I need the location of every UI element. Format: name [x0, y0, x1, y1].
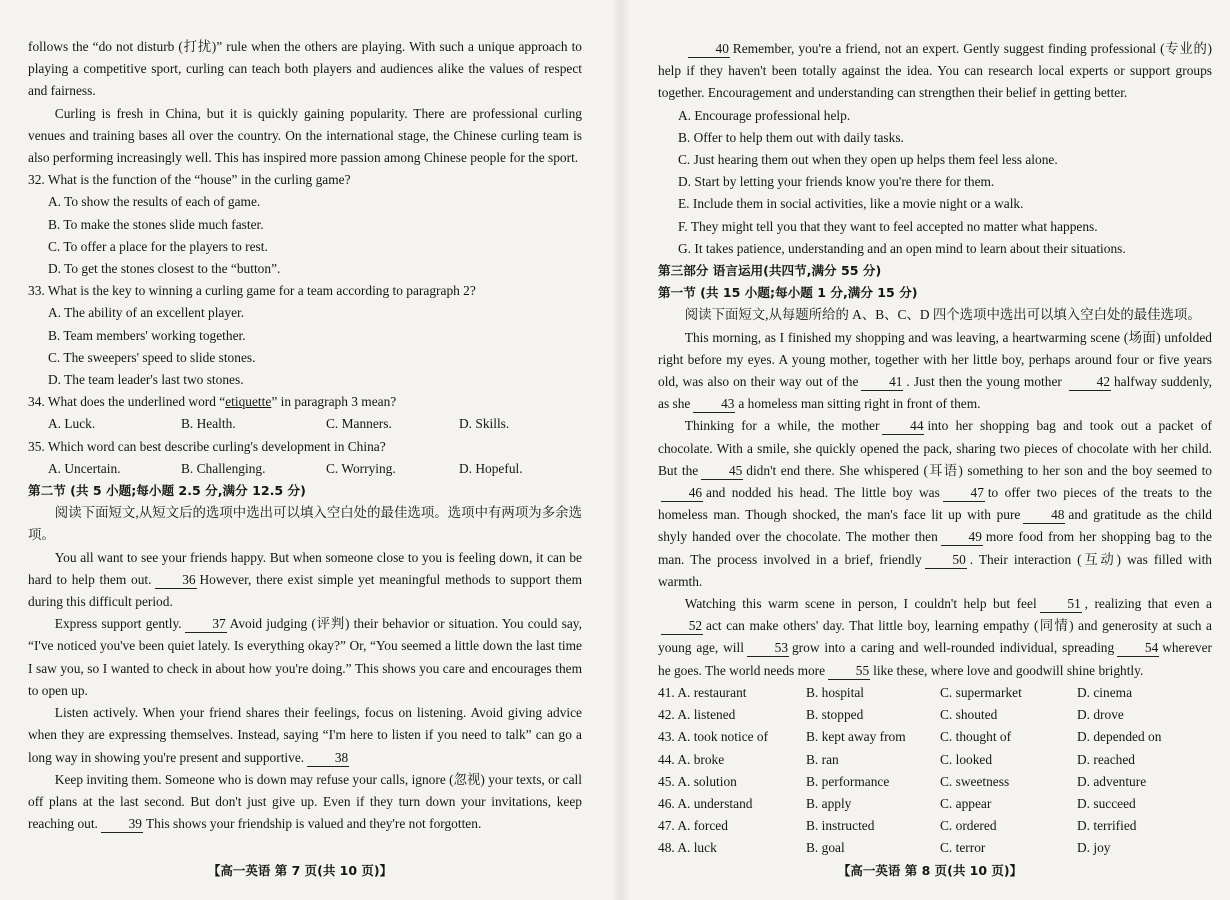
blank-44: 44	[882, 418, 924, 435]
blank-47: 47	[943, 485, 985, 502]
cloze-paragraph-2: Thinking for a while, the mother 44 into her shopping bag and took out a packet of chocolate. With a smile, she quickly opened the pack, sharing two pieces of chocolate with her child. But the 45 didn't end there. She whispered (耳语) something to her son and the boy seemed to46 and nodded his head. The little boy was 47 to offer two pieces of the treats to the homeless man. Though shocked, the man's face lit up with pure 48 and gratitude as the child shyly handed over the chocolate. The mother then 49 more food from her shopping bag to the man. The process involved in a brief, friendly 50 . Their interaction (互动) was filled with warmth.	[658, 418, 1212, 589]
blank-48: 48	[1023, 507, 1065, 524]
question-34: 34. What does the underlined word “etiquette” in paragraph 3 mean?	[28, 394, 397, 410]
q35-option-a: A. Uncertain.	[48, 460, 121, 476]
answer-row-44: 44. A. broke B. ran C. looked D. reached	[658, 751, 1135, 767]
cloze-paragraph-3: Watching this warm scene in person, I couldn't help but feel 51 , realizing that even a 52 act can make others' day. That little boy, learning empathy (同情) and generosity at such a young age, will 53 grow into a caring and well-rounded individual, spreading 54 wherever he goes. The world needs more 55 like these, where love and goodwill shine brightly.	[658, 596, 1212, 678]
q34-option-c: C. Manners.	[326, 416, 392, 432]
blank-53: 53	[747, 640, 789, 657]
answer-row-48: 48. A. luck B. goal C. terror D. joy	[658, 840, 1111, 856]
q35-option-b: B. Challenging.	[181, 460, 266, 476]
answer-row-41: 41. A. restaurant B. hospital C. supermarket D. cinema	[658, 684, 1133, 700]
q33-option-a: A. The ability of an excellent player.	[48, 305, 245, 321]
blank-43: 43	[693, 396, 735, 413]
paragraph-39: Keep inviting them. Someone who is down may refuse your calls, ignore (忽视) your texts, or call off plans at the last second. But don't just give up. Even if they turn down your invitations, keep reaching out. 39 This shows your friendship is valued and they're not forgotten.	[28, 771, 582, 832]
option-c: C. Just hearing them out when they open up helps them feel less alone.	[678, 152, 1058, 168]
q32-option-b: B. To make the stones slide much faster.	[48, 216, 264, 232]
option-a: A. Encourage professional help.	[678, 107, 851, 123]
blank-38: 38	[307, 750, 349, 767]
blank-45: 45	[701, 463, 743, 480]
blank-42: 42	[1069, 374, 1111, 391]
answer-row-47: 47. A. forced B. instructed C. ordered D. terrified	[658, 818, 1137, 834]
q34-options	[28, 413, 582, 435]
blank-55: 55	[828, 663, 870, 680]
blank-50: 50	[925, 552, 967, 569]
option-f: F. They might tell you that they want to feel accepted no matter what happens.	[678, 218, 1098, 234]
blank-40: 40	[688, 41, 730, 58]
paragraph-37: Express support gently. 37 Avoid judging (评判) their behavior or situation. You could say, “I've noticed you've been quiet lately. Is everything okay?” Or, “You seemed a little down the last time I saw you, so I wanted to check in about how you're doing.” This shows you care and encourages them to open up.	[28, 616, 582, 698]
part-3-heading: 第三部分 语言运用(共四节,满分 55 分)	[658, 263, 882, 279]
q32-option-d: D. To get the stones closest to the “button”.	[48, 261, 281, 277]
q35-option-d: D. Hopeful.	[459, 460, 523, 476]
answer-row-45: 45. A. solution B. performance C. sweetness D. adventure	[658, 773, 1147, 789]
option-d: D. Start by letting your friends know you're there for them.	[678, 174, 995, 190]
q35-options	[28, 458, 582, 480]
section-1-instructions: 阅读下面短文,从每题所给的 A、B、C、D 四个选项中选出可以填入空白处的最佳选项。	[684, 307, 1201, 323]
q32-option-a: A. To show the results of each of game.	[48, 194, 261, 210]
section-1-heading: 第一节 (共 15 小题;每小题 1 分,满分 15 分)	[658, 285, 918, 301]
section-2-instructions: 阅读下面短文,从短文后的选项中选出可以填入空白处的最佳选项。选项中有两项为多余选项。	[28, 505, 582, 543]
page-gutter	[612, 0, 630, 900]
q34-option-a: A. Luck.	[48, 416, 96, 432]
blank-36: 36	[155, 572, 197, 589]
blank-52: 52	[661, 618, 703, 635]
blank-46: 46	[661, 485, 703, 502]
section-2-heading: 第二节 (共 5 小题;每小题 2.5 分,满分 12.5 分)	[28, 483, 306, 499]
answer-row-43: 43. A. took notice of B. kept away from C. thought of D. depended on	[658, 729, 1162, 745]
blank-37: 37	[185, 616, 227, 633]
answer-options	[658, 682, 1212, 860]
question-32: 32. What is the function of the “house” in the curling game?	[28, 172, 351, 188]
blank-49: 49	[941, 529, 983, 546]
underlined-word: etiquette	[225, 394, 272, 410]
page-7	[0, 0, 600, 900]
paragraph-intro: follows the “do not disturb (打扰)” rule when the others are playing. With such a unique approach to playing a competitive sport, curling can teach both players and audiences alike the values of respect and fairness.	[28, 39, 582, 99]
blank-54: 54	[1117, 640, 1159, 657]
answer-row-46: 46. A. understand B. apply C. appear D. succeed	[658, 795, 1136, 811]
option-b: B. Offer to help them out with daily tasks.	[678, 129, 904, 145]
question-33: 33. What is the key to winning a curling game for a team according to paragraph 2?	[28, 283, 476, 299]
paragraph-china: Curling is fresh in China, but it is quickly gaining popularity. There are professional curling venues and training bases all over the country. On the international stage, the Chinese curling team is also performing increasingly well. This has inspired more passion among Chinese people for the sport.	[28, 105, 582, 166]
paragraph-36: You all want to see your friends happy. But when someone close to you is feeling down, it can be hard to help them out. 36 However, there exist simple yet meaningful methods to support them during this difficult period.	[28, 549, 583, 610]
blank-39: 39	[101, 816, 143, 833]
cloze-paragraph-1: This morning, as I finished my shopping and was leaving, a heartwarming scene (场面) unfolded right before my eyes. A young mother, together with her little boy, perhaps around four or five years old, was also on their way out of the 41 . Just then the young mother 42 halfway suddenly, as she 43 a homeless man sitting right in front of them.	[658, 329, 1212, 412]
q35-option-c: C. Worrying.	[326, 460, 396, 476]
q34-option-d: D. Skills.	[459, 416, 510, 432]
page-footer-7: 【高一英语 第 7 页(共 10 页)】	[207, 862, 393, 878]
answer-row-42: 42. A. listened B. stopped C. shouted D. drove	[658, 707, 1124, 723]
paragraph-38: Listen actively. When your friend shares their feelings, focus on listening. Avoid giving advice when they are expressing themselves. Instead, saying “I'm here to listen if you need to talk” can go a long way in showing you're present and supportive. 38	[28, 705, 582, 765]
q32-option-c: C. To offer a place for the players to rest.	[48, 238, 268, 254]
q33-option-d: D. The team leader's last two stones.	[48, 372, 244, 388]
page-footer-8: 【高一英语 第 8 页(共 10 页)】	[837, 862, 1023, 878]
option-g: G. It takes patience, understanding and an open mind to learn about their situations.	[678, 240, 1126, 256]
blank-41: 41	[861, 374, 903, 391]
option-e: E. Include them in social activities, like a movie night or a walk.	[678, 196, 1024, 212]
question-35: 35. Which word can best describe curling's development in China?	[28, 438, 386, 454]
page-8	[630, 0, 1230, 900]
q33-option-c: C. The sweepers' speed to slide stones.	[48, 349, 256, 365]
q33-option-b: B. Team members' working together.	[48, 327, 246, 343]
blank-51: 51	[1040, 596, 1082, 613]
q34-option-b: B. Health.	[181, 416, 236, 432]
paragraph-40: 40 Remember, you're a friend, not an expert. Gently suggest finding professional (专业的) help if they haven't been totally against the idea. You can research local experts or support groups together. Encouragement and understanding can strengthen their belief in getting better.	[658, 41, 1212, 101]
